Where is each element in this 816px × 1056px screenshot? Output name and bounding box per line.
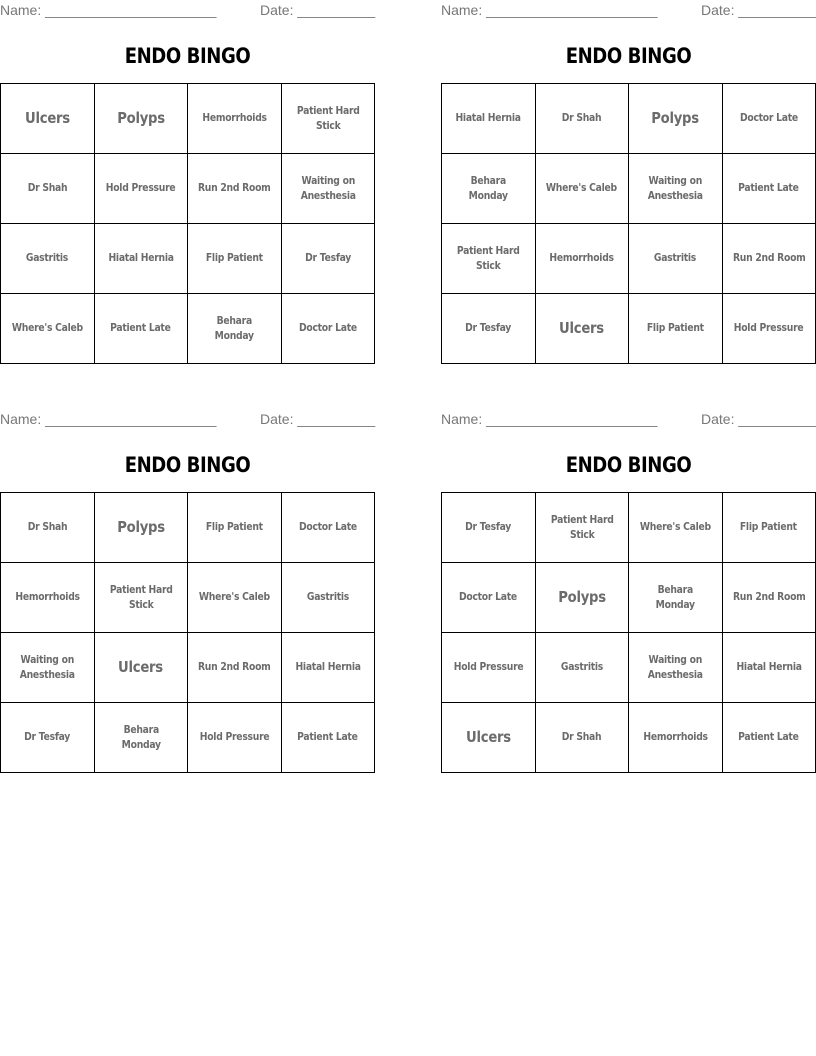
- bingo-cell: [1, 633, 95, 703]
- bingo-cell-label: Patient Hard Stick: [109, 583, 173, 611]
- grid-row: [442, 493, 816, 563]
- bingo-cell: [281, 154, 375, 224]
- bingo-cell: [442, 84, 536, 154]
- bingo-cell-label: Gastritis: [560, 661, 603, 673]
- bingo-cell-label: Dr Tesfay: [304, 252, 351, 264]
- bingo-cell: [629, 563, 723, 633]
- bingo-cell-label: Hemorrhoids: [549, 252, 614, 264]
- bingo-cell: [94, 563, 188, 633]
- date-field: Date: __________: [260, 2, 376, 18]
- bingo-cell-label: Run 2nd Room: [197, 661, 271, 673]
- card-title: ENDO BINGO: [124, 453, 251, 477]
- bingo-cell-label: Hiatal Hernia: [108, 252, 174, 264]
- card-header: [0, 409, 375, 431]
- bingo-cell-label: Dr Tesfay: [24, 731, 71, 743]
- bingo-cell: [94, 294, 188, 364]
- bingo-cell: [722, 563, 816, 633]
- bingo-cell: [535, 703, 629, 773]
- bingo-cell-label: Dr Tesfay: [465, 322, 512, 334]
- bingo-cell-label: Where's Caleb: [546, 182, 618, 194]
- bingo-cell-label: Behara Monday: [468, 174, 508, 202]
- bingo-cell: [188, 563, 282, 633]
- bingo-cell: [188, 154, 282, 224]
- bingo-cell-label: Patient Late: [110, 322, 171, 334]
- bingo-cell: [722, 294, 816, 364]
- bingo-cell: [722, 633, 816, 703]
- bingo-cell: [535, 493, 629, 563]
- bingo-cell-label: Hemorrhoids: [202, 112, 267, 124]
- grid-row: [1, 493, 375, 563]
- bingo-cell-label: Hiatal Hernia: [455, 112, 521, 124]
- bingo-cell: [188, 703, 282, 773]
- bingo-cell-label: Flip Patient: [205, 521, 263, 533]
- bingo-cell: [188, 84, 282, 154]
- bingo-cell-label: Hold Pressure: [105, 182, 176, 194]
- bingo-cell: [722, 703, 816, 773]
- bingo-cell: [722, 493, 816, 563]
- bingo-cell-label: Behara Monday: [214, 314, 254, 342]
- card-header: [441, 409, 816, 431]
- bingo-grid: [0, 492, 375, 773]
- bingo-cell-label: Dr Tesfay: [465, 521, 512, 533]
- bingo-cell: [535, 84, 629, 154]
- bingo-cell-label: Dr Shah: [561, 731, 602, 743]
- bingo-grid: [441, 492, 816, 773]
- card-title: ENDO BINGO: [565, 453, 692, 477]
- bingo-card-2: [441, 0, 816, 337]
- bingo-cell: [722, 154, 816, 224]
- bingo-cell-label: Flip Patient: [205, 252, 263, 264]
- bingo-cell-label: Dr Shah: [27, 182, 68, 194]
- grid-row: [442, 294, 816, 364]
- bingo-cell-label: Doctor Late: [298, 521, 357, 533]
- date-field: Date: __________: [701, 2, 816, 18]
- bingo-cell: [1, 703, 95, 773]
- bingo-cell-label: Patient Late: [738, 731, 799, 743]
- bingo-cell-label: Dr Shah: [561, 112, 602, 124]
- bingo-cell: [442, 224, 536, 294]
- date-field: Date: __________: [260, 411, 376, 427]
- bingo-cell: [94, 224, 188, 294]
- bingo-cell-label: Where's Caleb: [11, 322, 83, 334]
- bingo-cell: [281, 493, 375, 563]
- bingo-cell: [188, 294, 282, 364]
- bingo-cell: [1, 154, 95, 224]
- grid-row: [1, 563, 375, 633]
- grid-row: [442, 703, 816, 773]
- bingo-cell: [188, 224, 282, 294]
- name-field: Name: ______________________: [0, 411, 217, 427]
- bingo-cell-label: Waiting on Anesthesia: [19, 653, 75, 681]
- bingo-cell: [535, 224, 629, 294]
- bingo-cell: [281, 703, 375, 773]
- bingo-card-4: [441, 409, 816, 746]
- bingo-cell-label: Patient Hard Stick: [456, 244, 520, 272]
- bingo-cell-label: Ulcers: [559, 319, 605, 337]
- bingo-cell: [629, 633, 723, 703]
- bingo-cell: [1, 84, 95, 154]
- bingo-cell: [629, 493, 723, 563]
- bingo-cell-label: Flip Patient: [740, 521, 798, 533]
- bingo-cell-label: Doctor Late: [298, 322, 357, 334]
- bingo-cell-label: Patient Late: [297, 731, 358, 743]
- bingo-cell-label: Gastritis: [26, 252, 69, 264]
- bingo-cell: [188, 493, 282, 563]
- bingo-cell-label: Patient Late: [738, 182, 799, 194]
- bingo-cell: [442, 633, 536, 703]
- bingo-cell-label: Behara Monday: [655, 583, 695, 611]
- bingo-cell-label: Behara Monday: [121, 723, 161, 751]
- bingo-card-1: [0, 0, 376, 342]
- bingo-cell: [535, 154, 629, 224]
- card-title: ENDO BINGO: [565, 44, 692, 68]
- bingo-cell: [535, 294, 629, 364]
- bingo-cell-label: Waiting on Anesthesia: [300, 174, 356, 202]
- bingo-cell: [722, 224, 816, 294]
- card-header: [441, 0, 816, 22]
- bingo-cell-label: Hold Pressure: [733, 322, 804, 334]
- grid-row: [1, 633, 375, 703]
- bingo-cell: [1, 563, 95, 633]
- bingo-cell: [629, 224, 723, 294]
- bingo-cell: [281, 84, 375, 154]
- bingo-cell-label: Hold Pressure: [199, 731, 270, 743]
- bingo-cell-label: Hiatal Hernia: [295, 661, 361, 673]
- card-title: ENDO BINGO: [124, 44, 251, 68]
- bingo-grid: [441, 83, 816, 364]
- bingo-cell-label: Where's Caleb: [639, 521, 711, 533]
- bingo-cell-label: Polyps: [651, 109, 700, 127]
- bingo-cell-label: Flip Patient: [646, 322, 704, 334]
- bingo-cell-label: Hold Pressure: [453, 661, 524, 673]
- bingo-cell-label: Ulcers: [118, 658, 164, 676]
- bingo-card-3: [0, 409, 376, 751]
- bingo-cell: [94, 493, 188, 563]
- bingo-cell: [629, 84, 723, 154]
- bingo-grid: [0, 83, 375, 364]
- bingo-cell-label: Hemorrhoids: [643, 731, 708, 743]
- bingo-cell: [94, 154, 188, 224]
- bingo-cell: [442, 294, 536, 364]
- bingo-cell: [442, 154, 536, 224]
- bingo-cell-label: Polyps: [116, 109, 165, 127]
- name-field: Name: ______________________: [441, 2, 658, 18]
- bingo-cell-label: Gastritis: [306, 591, 349, 603]
- grid-row: [442, 154, 816, 224]
- bingo-cell: [281, 563, 375, 633]
- bingo-cell-label: Hemorrhoids: [15, 591, 80, 603]
- bingo-cell-label: Run 2nd Room: [732, 252, 806, 264]
- bingo-cell-label: Polyps: [557, 588, 606, 606]
- bingo-cell-label: Where's Caleb: [198, 591, 270, 603]
- bingo-cell: [442, 563, 536, 633]
- bingo-cell: [442, 493, 536, 563]
- name-field: Name: ______________________: [0, 2, 217, 18]
- bingo-cell: [94, 703, 188, 773]
- grid-row: [1, 294, 375, 364]
- bingo-cell-label: Gastritis: [654, 252, 697, 264]
- bingo-cell: [188, 633, 282, 703]
- bingo-cell: [629, 154, 723, 224]
- bingo-cell: [442, 703, 536, 773]
- bingo-cell: [94, 84, 188, 154]
- bingo-cell-label: Doctor Late: [459, 591, 518, 603]
- bingo-cell-label: Polyps: [116, 518, 165, 536]
- bingo-cell: [1, 294, 95, 364]
- bingo-cell: [629, 703, 723, 773]
- bingo-cell-label: Run 2nd Room: [197, 182, 271, 194]
- bingo-cell-label: Ulcers: [465, 728, 511, 746]
- bingo-cell-label: Patient Hard Stick: [296, 104, 360, 132]
- bingo-cell-label: Patient Hard Stick: [550, 513, 614, 541]
- bingo-cell: [281, 633, 375, 703]
- grid-row: [1, 224, 375, 294]
- grid-row: [442, 84, 816, 154]
- grid-row: [1, 154, 375, 224]
- name-field: Name: ______________________: [441, 411, 658, 427]
- bingo-cell: [94, 633, 188, 703]
- grid-row: [1, 84, 375, 154]
- bingo-cell: [1, 493, 95, 563]
- bingo-cell-label: Dr Shah: [27, 521, 68, 533]
- bingo-cell-label: Ulcers: [24, 109, 70, 127]
- grid-row: [1, 703, 375, 773]
- grid-row: [442, 563, 816, 633]
- bingo-cell-label: Hiatal Hernia: [736, 661, 802, 673]
- bingo-cell: [281, 294, 375, 364]
- card-header: [0, 0, 375, 22]
- date-field: Date: __________: [701, 411, 816, 427]
- bingo-cell-label: Waiting on Anesthesia: [647, 653, 703, 681]
- bingo-cell-label: Run 2nd Room: [732, 591, 806, 603]
- bingo-cell: [629, 294, 723, 364]
- bingo-cell: [1, 224, 95, 294]
- bingo-cell: [535, 633, 629, 703]
- grid-row: [442, 224, 816, 294]
- grid-row: [442, 633, 816, 703]
- bingo-cell-label: Waiting on Anesthesia: [647, 174, 703, 202]
- bingo-cell-label: Doctor Late: [739, 112, 798, 124]
- bingo-cell: [722, 84, 816, 154]
- bingo-cell: [281, 224, 375, 294]
- bingo-cell: [535, 563, 629, 633]
